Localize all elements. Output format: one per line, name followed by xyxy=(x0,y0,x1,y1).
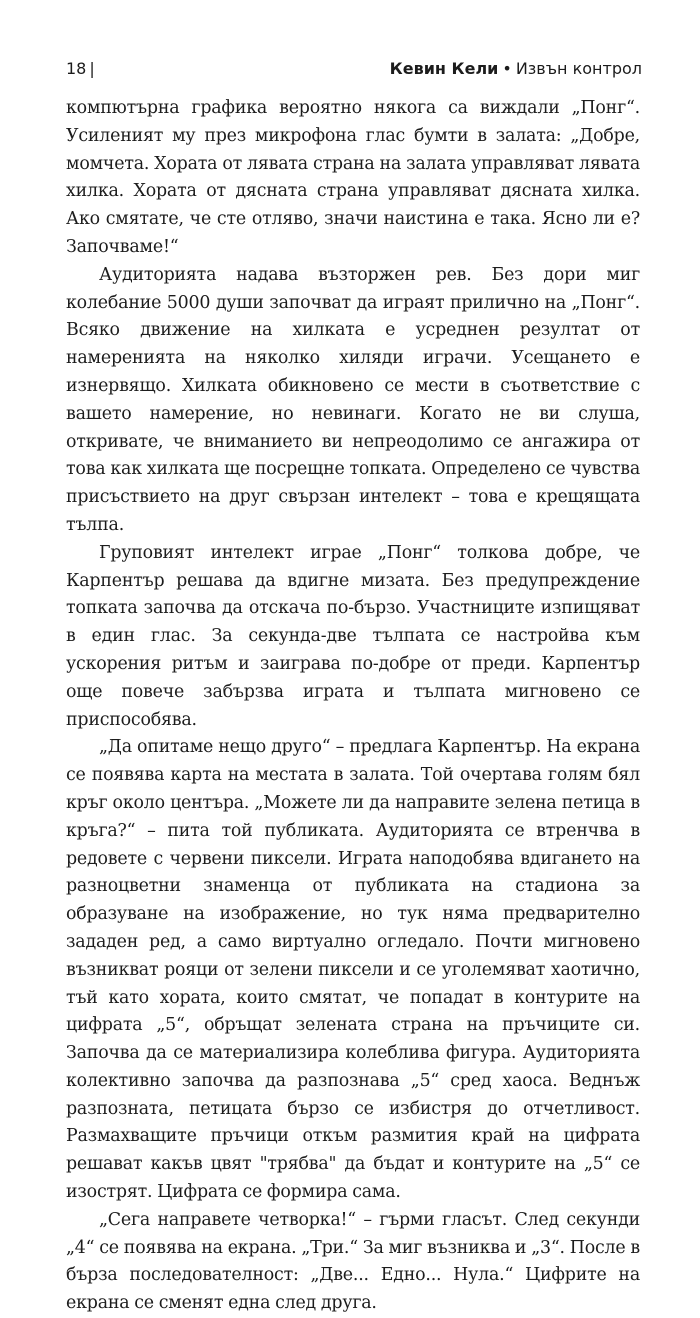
paragraph-4: „Да опитаме нещо друго“ – предлага Карпентър. На екрана се появява карта на местата в залата. Той очертава голям бял кръг около центъра. „Можете ли да направите зелена петица в кръга?“ – пита той публиката. Аудиторията се втренчва в редовете с червени пиксели. Играта наподобява вдигането на разноцветни знаменца от публиката на стадиона за образуване на изображение, но тук няма предварително зададен ред, а само виртуално огледало. Почти мигновено възникват рояци от зелени пиксели и се уголемяват хаотично, тъй като хората, които смятат, че попадат в контурите на цифрата „5“, обръщат зелената страна на пръчиците си. Започва да се материализира колеблива фигура. Аудиторията колективно започва да разпознава „5“ сред хаоса. Веднъж разпозната, петицата бързо се избистря до отчетливост. Размахващите пръчици откъм размития край на цифрата решават какъв цвят "трябва" да бъдат и контурите на „5“ се изострят. Цифрата се формира сама. xyxy=(66,737,640,1203)
header-separator: | xyxy=(89,59,95,78)
book-title: Извън контрол xyxy=(515,59,642,78)
running-head xyxy=(390,55,642,83)
paragraph-1: компютърна графика вероятно някога са виждали „Понг“. Усиленият му през микрофона глас бумти в залата: „Добре, момчета. Хората от лявата страна на залата управляват лявата хилка. Хората от дясната страна управляват дясната хилка. Ако смятате, че сте отляво, значи наистина е така. Ясно ли е? Започваме!“ xyxy=(66,98,640,257)
header-bullet: • xyxy=(502,59,512,78)
page-number xyxy=(66,55,95,83)
paragraph-3: Груповият интелект играе „Понг“ толкова добре, че Карпентър решава да вдигне мизата. Без предупреждение топката започва да отскача по-бързо. Участниците изпищяват в един глас. За секунда-две тълпата се настройва към ускорения ритъм и заиграва по-добре от преди. Карпентър още повече забързва играта и тълпата мигновено се приспособява. xyxy=(66,542,640,730)
paragraph-2: Аудиторията надава възторжен рев. Без дори миг колебание 5000 души започват да играят прилично на „Понг“. Всяко движение на хилката е усреднен резултат от намеренията на няколко хиляди играчи. Усещането е изнервящо. Хилката обикновено се мести в съответствие с вашето намерение, но невинаги. Когато не ви слуша, откривате, че вниманието ви непреодолимо се ангажира от това как хилката ще посрещне топката. Определено се чувства присъствието на друг свързан интелект – това е крещящата тълпа. xyxy=(66,264,640,535)
body-text xyxy=(66,95,640,1318)
paragraph-5: „Сега направете четворка!“ – гърми гласът. След секунди „4“ се появява на екрана. „Три.“ За миг възниква и „3“. После в бърза последователност: „Две... Едно... Нула.“ Цифрите на екрана се сменят една след друга. xyxy=(66,1209,640,1314)
author-name: Кевин Кели xyxy=(389,59,499,78)
page-number-value: 18 xyxy=(66,59,87,78)
page-header xyxy=(66,55,642,83)
